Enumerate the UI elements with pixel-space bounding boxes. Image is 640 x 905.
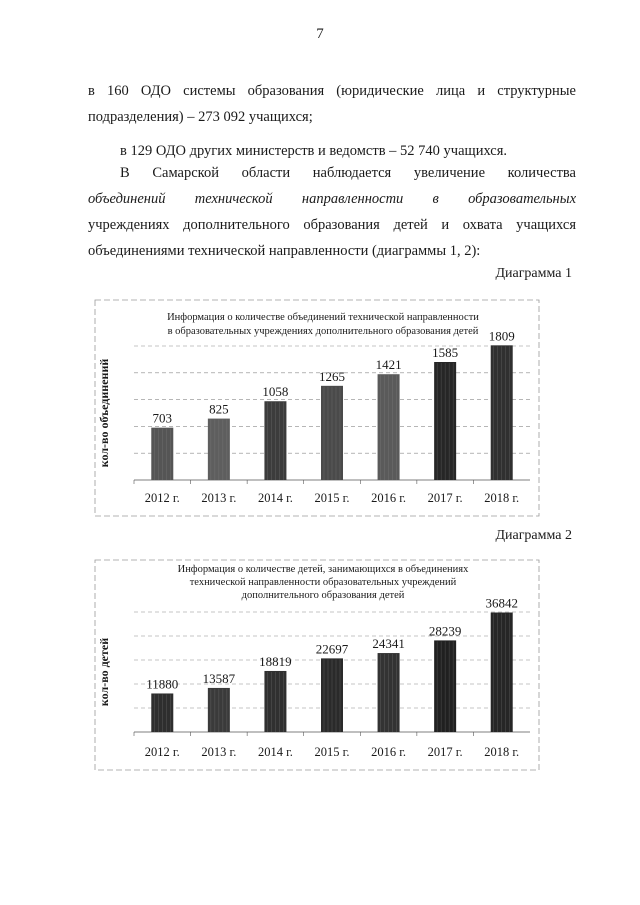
chart-title-line: дополнительного образования детей <box>241 590 405 601</box>
diagram-2 <box>94 556 540 772</box>
paragraph-line: учреждениях дополнительного образования детей и охвата учащихся <box>88 217 576 233</box>
diagram-1-caption: Диаграмма 1 <box>495 266 572 281</box>
x-tick-label: 2017 г. <box>427 491 463 505</box>
x-tick-label: 2018 г. <box>484 491 520 505</box>
data-label: 703 <box>152 410 173 426</box>
x-tick-label: 2018 г. <box>484 745 520 759</box>
data-label: 22697 <box>315 641 349 657</box>
diagram-2-svg <box>94 556 540 772</box>
paragraph-line: в 129 ОДО других министерств и ведомств – 52 740 учащихся. <box>120 143 508 159</box>
x-tick-label: 2015 г. <box>314 745 350 759</box>
x-tick-label: 2014 г. <box>257 745 293 759</box>
x-tick-label: 2017 г. <box>427 745 463 759</box>
data-label: 1265 <box>319 368 345 384</box>
paragraph-line: в 160 ОДО системы образования (юридические лица и структурные <box>88 83 576 99</box>
data-label: 1809 <box>488 328 515 344</box>
data-label: 28239 <box>428 623 462 639</box>
x-tick-label: 2013 г. <box>201 491 237 505</box>
data-label: 18819 <box>259 653 292 669</box>
y-axis-label: кол-во детей <box>97 637 111 707</box>
chart-title-line: в образовательных учреждениях дополнительного образования детей <box>167 326 479 337</box>
data-label: 1058 <box>262 384 289 400</box>
data-label: 24341 <box>372 636 405 652</box>
chart-title-line: технической направленности образовательных учреждений <box>189 577 457 588</box>
x-tick-label: 2012 г. <box>144 745 180 759</box>
chart-title-line: Информация о количестве объединений технической направленности <box>167 312 479 323</box>
page-number: 7 <box>316 26 324 42</box>
data-label: 1421 <box>375 357 402 373</box>
x-tick-label: 2012 г. <box>144 491 180 505</box>
paragraph-line: подразделения) – 273 092 учащихся; <box>88 109 313 125</box>
data-label: 36842 <box>485 595 518 611</box>
diagram-2-caption: Диаграмма 2 <box>495 528 572 543</box>
data-label: 13587 <box>202 670 236 686</box>
x-tick-label: 2016 г. <box>371 491 407 505</box>
x-tick-label: 2014 г. <box>257 491 293 505</box>
x-tick-label: 2016 г. <box>371 745 407 759</box>
y-axis-label: кол-во объединений <box>97 358 111 468</box>
data-label: 825 <box>209 401 229 417</box>
data-label: 1585 <box>432 345 459 361</box>
paragraph-line: В Самарской области наблюдается увеличение количества <box>120 165 576 181</box>
x-tick-label: 2013 г. <box>201 745 237 759</box>
chart-title-line: Информация о количестве детей, занимающихся в объединениях <box>177 564 469 575</box>
paragraph-line: объединений технической направленности в образовательных <box>88 191 576 207</box>
diagram-1-svg <box>94 294 540 518</box>
paragraph-line: объединениями технической направленности (диаграммы 1, 2): <box>88 243 481 259</box>
data-label: 11880 <box>146 676 179 692</box>
diagram-1 <box>94 294 540 518</box>
x-tick-label: 2015 г. <box>314 491 350 505</box>
